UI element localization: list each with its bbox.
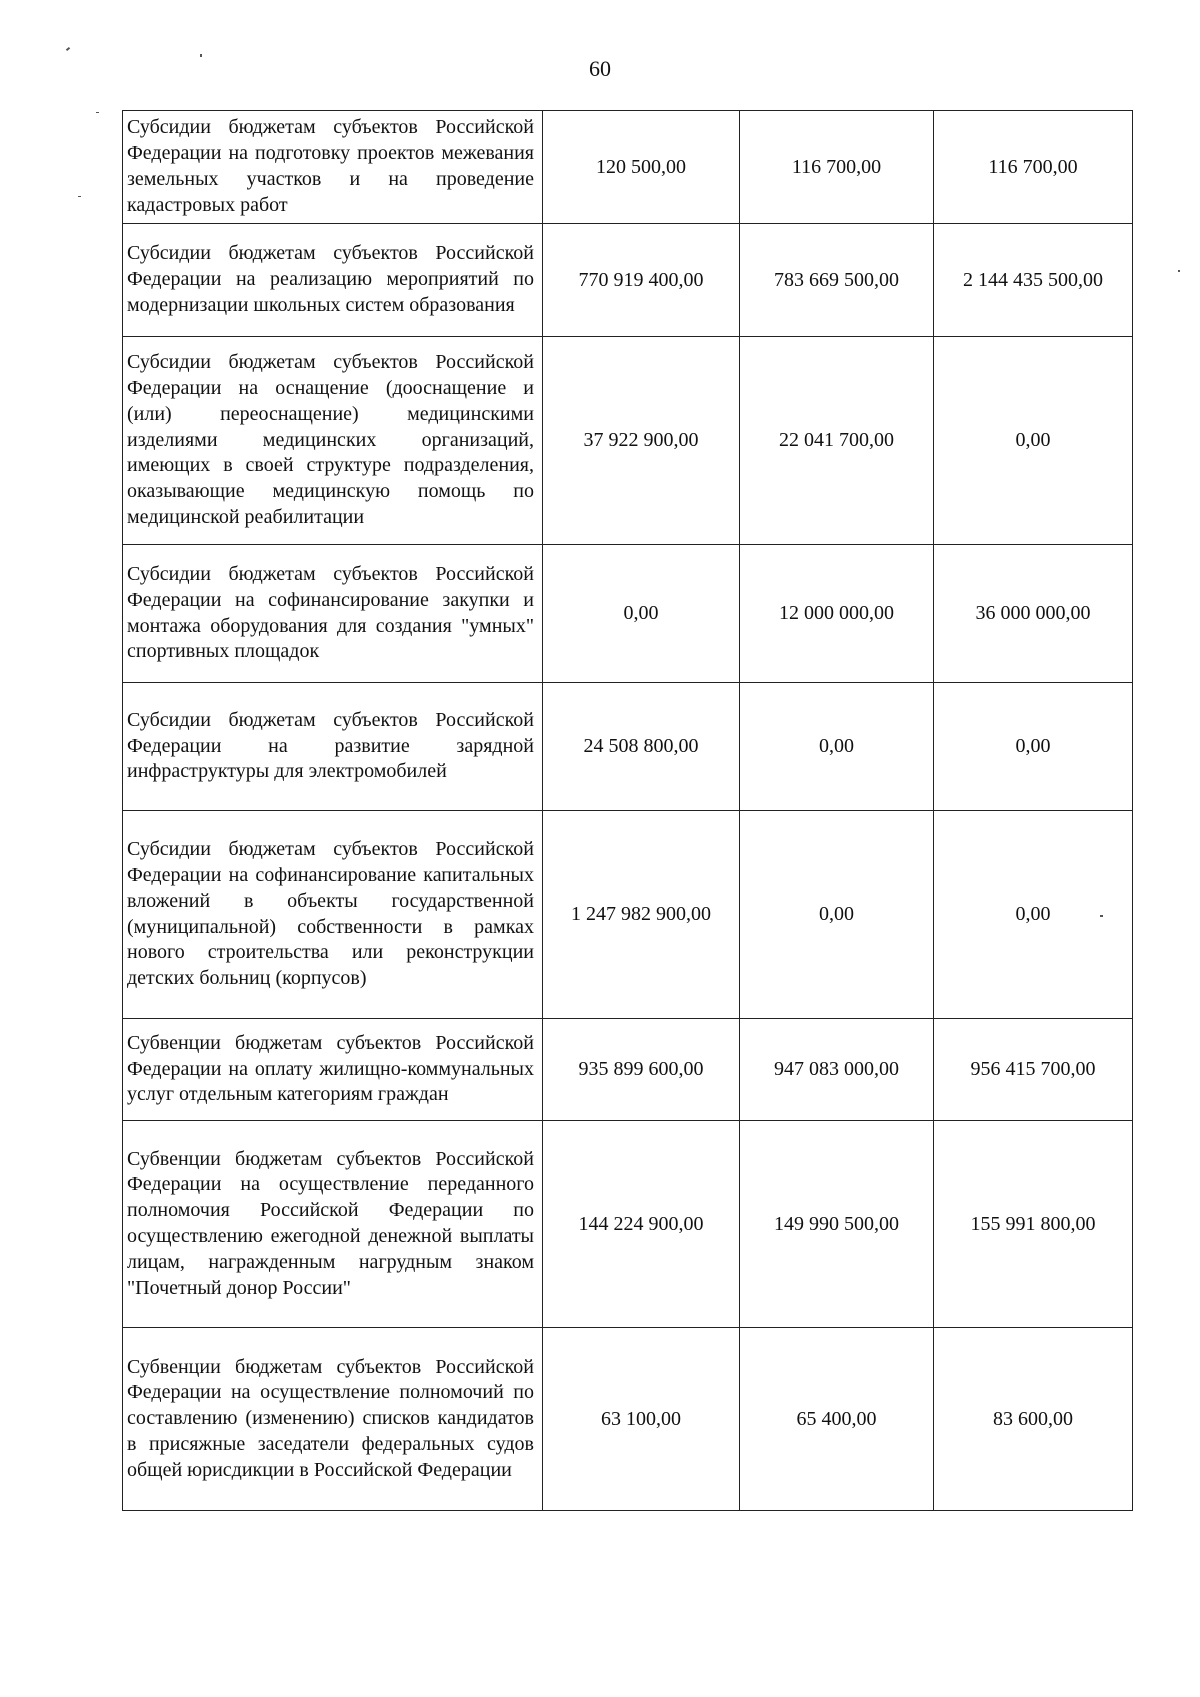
row-description: Субсидии бюджетам субъектов Российской Федерации на развитие зарядной инфраструктуры для электромобилей (123, 683, 543, 811)
value-year-3: 36 000 000,00 (934, 545, 1133, 683)
row-description: Субсидии бюджетам субъектов Российской Федерации на подготовку проектов межевания земельных участков и на проведение кадастровых работ (123, 111, 543, 224)
value-year-2: 149 990 500,00 (740, 1121, 934, 1328)
budget-table (122, 110, 1133, 1511)
value-year-2: 783 669 500,00 (740, 224, 934, 337)
scan-speck (96, 112, 99, 113)
page-number: 60 (589, 56, 611, 81)
scan-speck (1178, 270, 1180, 272)
table-row (123, 683, 1133, 811)
table-row (123, 111, 1133, 224)
value-year-2: 12 000 000,00 (740, 545, 934, 683)
table-row (123, 1121, 1133, 1328)
value-year-1: 63 100,00 (543, 1328, 740, 1511)
row-description: Субвенции бюджетам субъектов Российской Федерации на осуществление полномочий по составлению (изменению) списков кандидатов в присяжные заседатели федеральных судов общей юрисдикции в Российской Федерации (123, 1328, 543, 1511)
value-year-2: 947 083 000,00 (740, 1019, 934, 1121)
value-year-3: 83 600,00 (934, 1328, 1133, 1511)
value-year-3: 116 700,00 (934, 111, 1133, 224)
table-row (123, 545, 1133, 683)
value-year-1: 144 224 900,00 (543, 1121, 740, 1328)
value-year-2: 22 041 700,00 (740, 337, 934, 545)
value-year-1: 935 899 600,00 (543, 1019, 740, 1121)
value-year-2: 0,00 (740, 811, 934, 1019)
value-year-2: 0,00 (740, 683, 934, 811)
value-year-3: 0,00 (934, 337, 1133, 545)
value-year-1: 0,00 (543, 545, 740, 683)
value-year-1: 37 922 900,00 (543, 337, 740, 545)
value-year-1: 1 247 982 900,00 (543, 811, 740, 1019)
row-description: Субсидии бюджетам субъектов Российской Федерации на софинансирование капитальных вложений в объекты государственной (муниципальной) собственности в рамках нового строительства или реконструкции детских больниц (корпусов) (123, 811, 543, 1019)
value-year-1: 770 919 400,00 (543, 224, 740, 337)
value-year-2: 116 700,00 (740, 111, 934, 224)
scan-speck (66, 47, 70, 51)
row-description: Субвенции бюджетам субъектов Российской Федерации на осуществление переданного полномочия Российской Федерации по осуществлению ежегодной денежной выплаты лицам, награжденным нагрудным знаком "Почетный донор России" (123, 1121, 543, 1328)
row-description: Субсидии бюджетам субъектов Российской Федерации на оснащение (дооснащение и (или) переоснащение) медицинскими изделиями медицинских организаций, имеющих в своей структуре подразделения, оказывающие медицинскую помощь по медицинской реабилитации (123, 337, 543, 545)
scan-speck (200, 54, 202, 57)
row-description: Субсидии бюджетам субъектов Российской Федерации на софинансирование закупки и монтажа оборудования для создания "умных" спортивных площадок (123, 545, 543, 683)
scan-speck (78, 196, 81, 197)
table-row (123, 1328, 1133, 1511)
row-description: Субсидии бюджетам субъектов Российской Федерации на реализацию мероприятий по модернизации школьных систем образования (123, 224, 543, 337)
value-year-3: 0,00 (934, 811, 1133, 1019)
value-year-1: 120 500,00 (543, 111, 740, 224)
value-year-3: 155 991 800,00 (934, 1121, 1133, 1328)
table-row (123, 1019, 1133, 1121)
table-row (123, 811, 1133, 1019)
table-row (123, 224, 1133, 337)
table-row (123, 337, 1133, 545)
value-year-1: 24 508 800,00 (543, 683, 740, 811)
value-year-3: 0,00 (934, 683, 1133, 811)
row-description: Субвенции бюджетам субъектов Российской Федерации на оплату жилищно-коммунальных услуг отдельным категориям граждан (123, 1019, 543, 1121)
value-year-3: 2 144 435 500,00 (934, 224, 1133, 337)
value-year-3: 956 415 700,00 (934, 1019, 1133, 1121)
value-year-2: 65 400,00 (740, 1328, 934, 1511)
